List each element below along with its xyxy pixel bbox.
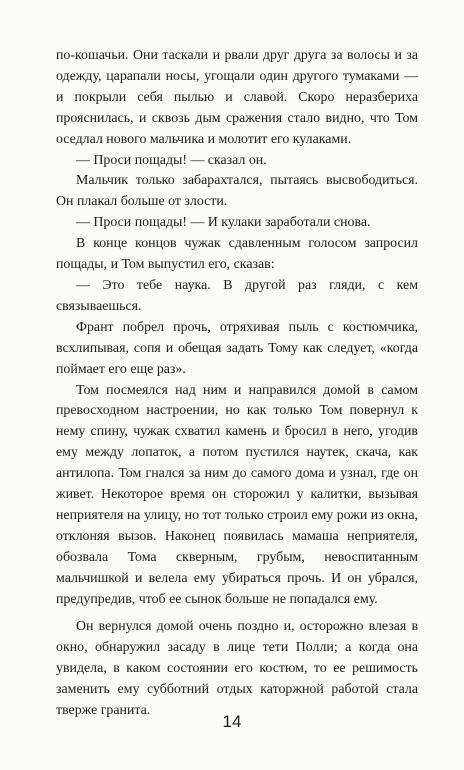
- paragraph: Он вернулся домой очень поздно и, осторожно влезая в окно, обнаружил засаду в лице тети Полли; а когда она увидела, в каком состоянии его костюм, то ее решимость заменить ему субботний отдых каторжной работой стала тверже гранита.: [56, 619, 418, 719]
- paragraph: Франт побрел прочь, отряхивая пыль с костюмчика, всхлипывая, сопя и обещая задать Тому как следует, «когда поймает его еще раз».: [56, 319, 418, 377]
- page-number: 14: [222, 712, 242, 731]
- paragraph: — Это тебе наука. В другой раз гляди, с кем связываешься.: [56, 277, 418, 314]
- paragraph: Мальчик только забарахтался, пытаясь высвободиться. Он плакал больше от злости.: [56, 173, 418, 210]
- paragraph: — Проси пощады! — И кулаки заработали снова.: [76, 215, 371, 231]
- paragraph: — Проси пощады! — сказал он.: [76, 152, 267, 168]
- paragraph: по-кошачьи. Они таскали и рвали друг друга за волосы и за одежду, царапали носы, угощали один другого тумаками — и покрыли себя пылью и славой. Скоро неразбериха прояснилась, и сквозь дым сражения стало видно, что Том оседлал нового мальчика и молотит его кулаками.: [56, 48, 418, 147]
- paragraph: В конце концов чужак сдавленным голосом запросил пощады, и Том выпустил его, сказав:: [56, 236, 418, 273]
- body-text: [56, 46, 418, 722]
- paragraph: Том посмеялся над ним и направился домой в самом превосходном настроении, но как только Том повернул к нему спину, чужак схватил камень и бросил в него, угодив ему между лопаток, а потом пустился наутек, скача, как антилопа. Том гнался за ним до самого дома и узнал, где он живет. Некоторое время он сторожил у калитки, вызывая неприятеля на улицу, но тот только строил ему рожи из окна, отклоняя вызов. Наконец появилась мамаша неприятеля, обозвала Тома скверным, грубым, невоспитанным мальчишкой и велела ему убираться прочь. И он убрался, предупредив, чтоб ее сынок больше не попадался ему.: [56, 382, 418, 607]
